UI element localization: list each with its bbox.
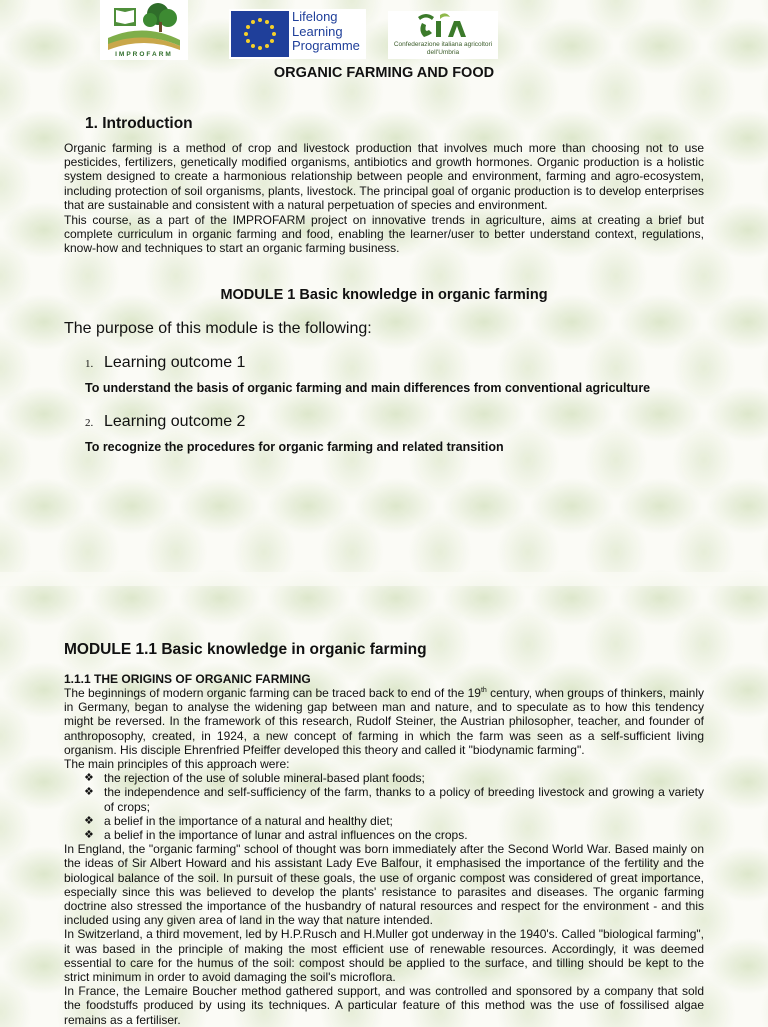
list-item-text: the independence and self-sufficiency of the farm, thanks to a policy of breeding livestock and growing a variety of crops; <box>104 785 704 814</box>
origins-paragraph-4: In Switzerland, a third movement, led by H.P.Rusch and H.Muller got underway in the 1940's. Called "biological farming", it was based in the principle of making the most efficient use of renewable resources. Accordingly, it was deemed essential to care for the humus of the soil: compost should be applied to the surface, and tilling should be kept to the strict minimum in order to avoid damaging the soil's microflora. <box>64 927 704 985</box>
list-item <box>64 814 704 828</box>
introduction-paragraph-1: Organic farming is a method of crop and livestock production that involves much more than choosing not to use pesticides, fertilizers, genetically modified organisms, antibiotics and growth hormones. Organic production is a holistic system designed to create a harmonious relationship between people and environment, farming and agro-ecosystem, including protection of soil organisms, plants, livestock. The principal goal of organic production is to develop enterprises that are sustainable and consistent with a natural perpetuation of species and environment. <box>64 141 704 212</box>
origins-section-heading: 1.1.1 THE ORIGINS OF ORGANIC FARMING <box>64 672 311 686</box>
outcome-2-label: Learning outcome 2 <box>104 413 246 430</box>
eu-text-line-2: Learning <box>292 23 343 39</box>
list-item-text: the rejection of the use of soluble mineral-based plant foods; <box>104 771 425 786</box>
list-item <box>64 828 704 842</box>
eu-text-line-3: Programme <box>292 38 360 53</box>
diamond-bullet-icon: ❖ <box>84 786 94 799</box>
introduction-paragraph-2: This course, as a part of the IMPROFARM project on innovative trends in agriculture, aims at creating a brief but complete curriculum in organic farming and food, enabling the learner/user to better understand context, regulations, know-how and techniques to start an organic farming business. <box>64 213 704 256</box>
outcome-1-label: Learning outcome 1 <box>104 354 246 371</box>
paragraph-1-text-a: The beginnings of modern organic farming can be traced back to end of the 19 <box>64 686 481 700</box>
diamond-bullet-icon: ❖ <box>84 829 94 842</box>
cia-logo <box>388 11 498 59</box>
outcome-2-number: 2. <box>85 417 94 429</box>
diamond-bullet-icon: ❖ <box>84 814 94 827</box>
origins-paragraph-3: In England, the "organic farming" school of thought was born immediately after the Second World War. Based mainly on the ideas of Sir Albert Howard and his assistant Lady Eve Balfour, it emphasised the importance of the fertility and the biological balance of the soil. In pursuit of these goals, the use of organic compost was considered of great importance, especially since this was believed to develop the plants' resistance to parasites and diseases. The organic farming doctrine also stressed the importance of the husbandry of natural resources and respect for the environment - and this included using any given area of land in the way that nature intended. <box>64 842 704 928</box>
module-1-title: MODULE 1 Basic knowledge in organic farming <box>220 287 548 303</box>
list-item <box>64 785 704 813</box>
improfarm-emblem-icon <box>100 0 188 52</box>
outcome-1-number: 1. <box>85 358 94 370</box>
lifelong-learning-text <box>292 10 360 54</box>
list-item <box>64 771 704 785</box>
cia-emblem-icon <box>388 11 498 41</box>
origins-body <box>64 686 704 1027</box>
module-purpose: The purpose of this module is the following: <box>64 320 372 337</box>
origins-paragraph-2: The main principles of this approach were: <box>64 757 290 772</box>
principles-list <box>64 771 704 842</box>
page-break <box>0 572 768 586</box>
origins-paragraph-5: In France, the Lemaire Boucher method gathered support, and was controlled and sponsored by a company that sold the foodstuffs produced by using its techniques. A particular feature of this method was the use of fossilised algae remains as a fertiliser. <box>64 984 704 1027</box>
improfarm-logo <box>100 0 188 60</box>
module-1-1-title: MODULE 1.1 Basic knowledge in organic farming <box>64 641 427 658</box>
document-title: ORGANIC FARMING AND FOOD <box>273 65 495 81</box>
eu-text-line-1: Lifelong <box>292 9 338 24</box>
list-item-text: a belief in the importance of a natural and healthy diet; <box>104 813 393 828</box>
eu-flag-icon <box>231 11 289 57</box>
origins-paragraph-1 <box>64 686 704 757</box>
list-item-text: a belief in the importance of lunar and astral influences on the crops. <box>104 828 468 843</box>
lifelong-learning-logo <box>229 9 366 59</box>
outcome-2-description: To recognize the procedures for organic farming and related transition <box>85 440 504 454</box>
page-2 <box>0 586 768 1027</box>
paragraph-1-text-b: century, when groups of thinkers, mainly in Germany, began to analyse the widening gap between man and nature, and to speculate as to how this tendency might be reversed. In the framework of this research, Rudolf Steiner, the Austrian philosopher, teacher, and founder of anthroposophy, created, in 1924, a new concept of farming in which the farm was seen as a self-sufficient living organism. His disciple Ehrenfried Pfeiffer developed this theory and called it "biodynamic farming". <box>64 686 704 757</box>
diamond-bullet-icon: ❖ <box>84 772 94 785</box>
outcome-1-description: To understand the basis of organic farming and main differences from conventional agriculture <box>85 381 651 395</box>
superscript-th: th <box>480 687 487 694</box>
improfarm-logo-text: IMPROFARM <box>115 51 173 58</box>
introduction-heading: 1. Introduction <box>85 115 193 132</box>
cia-logo-text: Confederazione italiana agricoltori dell'Umbria <box>393 41 493 56</box>
